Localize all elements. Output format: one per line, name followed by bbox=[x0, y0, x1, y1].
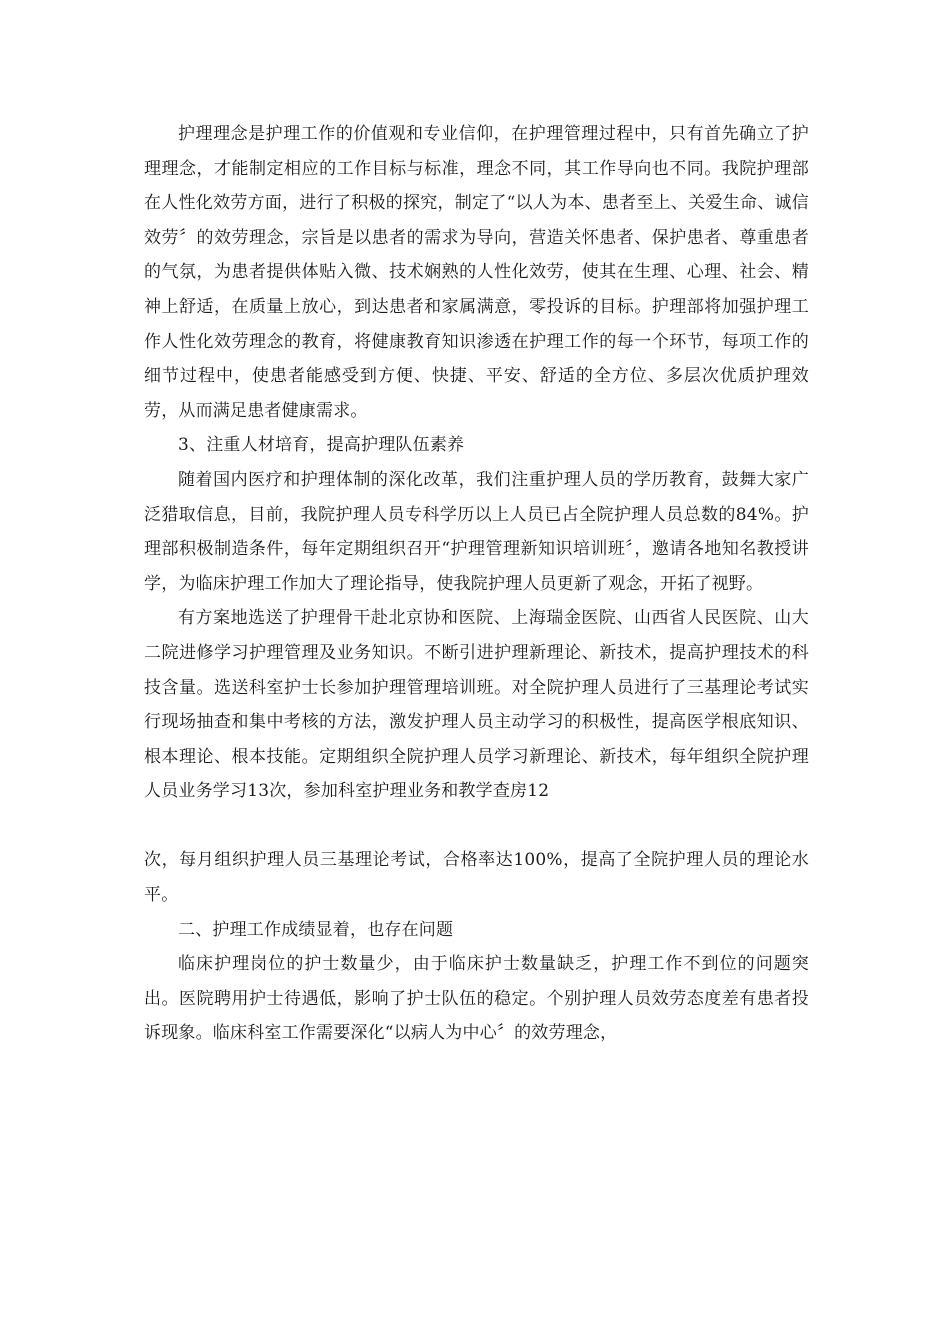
section-heading-achievements-problems: 二、护理工作成绩显着，也存在问题 bbox=[178, 919, 454, 940]
paragraph-nursing-philosophy: 护理理念是护理工作的价值观和专业信仰，在护理管理过程中，只有首先确立了护理理念，才能制定相应的工作目标与标准，理念不同，其工作导向也不同。我院护理部在人性化效劳方面，进行了积极的探究，制定了“以人为本、患者至上、关爱生命、诚信效劳〞的效劳理念，宗旨是以患者的需求为导向，营造关怀患者、保护患者、尊重患者的气氛，为患者提供体贴入微、技术娴熟的人性化效劳，使其在生理、心理、社会、精神上舒适，在质量上放心，到达患者和家属满意，零投诉的目标。护理部将加强护理工作人性化效劳理念的教育，将健康教育知识渗透在护理工作的每一个环节，每项工作的细节过程中，使患者能感受到方便、快捷、平安、舒适的全方位、多层次优质护理效劳，从而满足患者健康需求。 bbox=[144, 124, 809, 421]
section-heading-talent-cultivation: 3、注重人材培育，提高护理队伍素养 bbox=[178, 435, 465, 456]
paragraph-nurse-shortage: 临床护理岗位的护士数量少，由于临床护士数量缺乏，护理工作不到位的问题突出。医院聘用护士待遇低，影响了护士队伍的稳定。个别护理人员效劳态度差有患者投诉现象。临床科室工作需要深化“以病人为中心〞的效劳理念， bbox=[144, 954, 809, 1044]
paragraph-continued-exam: 次，每月组织护理人员三基理论考试，合格率达100%，提高了全院护理人员的理论水平。 bbox=[144, 850, 809, 906]
paragraph-training-program: 有方案地选送了护理骨干赴北京协和医院、上海瑞金医院、山西省人民医院、山大二院进修学习护理管理及业务知识。不断引进护理新理论、新技术，提高护理技术的科技含量。选送科室护士长参加护理管理培训班。对全院护理人员进行了三基理论考试实行现场抽查和集中考核的方法，激发护理人员主动学习的积极性，提高医学根底知识、根本理论、根本技能。定期组织全院护理人员学习新理论、新技术，每年组织全院护理人员业务学习13次，参加科室护理业务和教学查房12 bbox=[144, 608, 809, 802]
document-body bbox=[144, 117, 809, 1051]
paragraph-break-gap bbox=[144, 809, 809, 844]
paragraph-education-reform: 随着国内医疗和护理体制的深化改革，我们注重护理人员的学历教育，鼓舞大家广泛猎取信息，目前，我院护理人员专科学历以上人员已占全院护理人员总数的84%。护理部积极制造条件，每年定期组织召开“护理管理新知识培训班〞，邀请各地知名教授讲学，为临床护理工作加大了理论指导，使我院护理人员更新了观念，开拓了视野。 bbox=[144, 469, 809, 594]
